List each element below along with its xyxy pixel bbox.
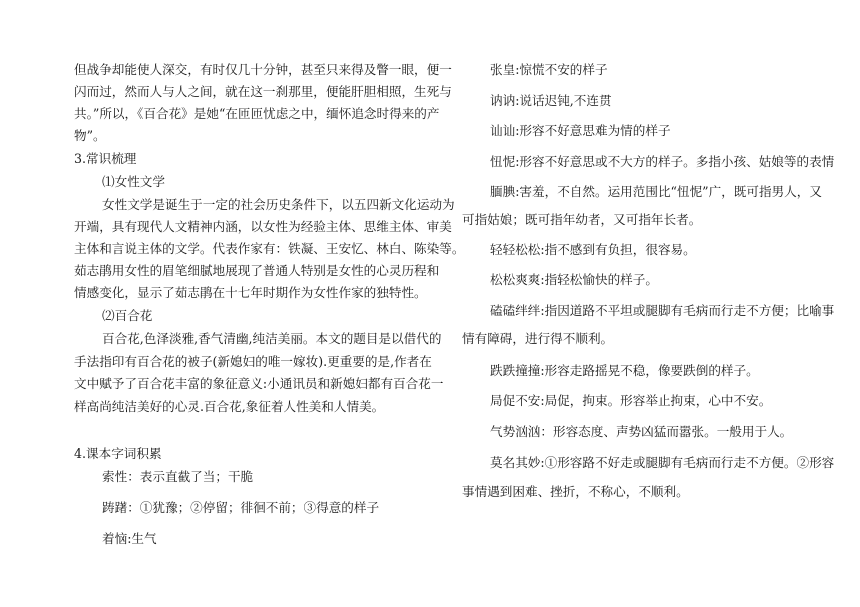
vocab-entry: 忸怩:形容不好意思或不大方的样子。多指小孩、姑娘等的表情 [490, 154, 835, 169]
paragraph-line: 茹志鹃用女性的眉笔细腻地展现了普通人特别是女性的心灵历程和 [74, 263, 440, 278]
vocab-entry: 气势汹汹：形容态度、声势凶猛而嚣张。一般用于人。 [490, 424, 793, 439]
paragraph-line: 女性文学是诞生于一定的社会历史条件下，以五四新文化运动为 [102, 197, 455, 212]
paragraph-line: 主体和言说主体的文学。代表作家有：铁凝、王安忆、林白、陈染等。 [74, 241, 465, 256]
vocab-entry: 莫名其妙:①形容路不好走或腿脚有毛病而行走不方便。②形容 [490, 455, 835, 470]
intro-line: 物”。 [74, 128, 106, 143]
vocab-entry: 着恼:生气 [102, 531, 157, 546]
vocab-entry: 松松爽爽:指轻松愉快的样子。 [490, 272, 658, 287]
vocab-entry: 磕磕绊绊:指因道路不平坦或腿脚有毛病而行走不方便；比喻事 [490, 303, 835, 318]
paragraph-line: 手法指印有百合花的被子(新媳妇的唯一嫁妆).更重要的是,作者在 [74, 354, 432, 369]
paragraph-line: 开端，具有现代人文精神内涵，以女性为经验主体、思维主体、审美 [74, 219, 452, 234]
vocab-entry: 跌跌撞撞:形容走路摇晃不稳，像要跌倒的样子。 [490, 363, 759, 378]
vocab-continuation: 可指姑娘；既可指年幼者，又可指年长者。 [462, 212, 702, 227]
section-3-heading: 3.常识梳理 [74, 151, 137, 166]
subsection-2-heading: ⑵百合花 [102, 308, 153, 323]
vocab-entry: 索性：表示直截了当；干脆 [102, 469, 254, 484]
vocab-entry: 轻轻松松:指不感到有负担，很容易。 [490, 242, 696, 257]
intro-line: 但战争却能使人深交，有时仅几十分钟，甚至只来得及瞥一眼，便一 [74, 62, 452, 77]
vocab-entry: 讪讪:形容不好意思难为情的样子 [490, 123, 671, 138]
vocab-continuation: 事情遇到困难、挫折，不称心，不顺利。 [462, 484, 689, 499]
intro-line: 共。”所以，《百合花》是她“在匝匝忧虑之中，缅怀追念时得来的产 [74, 106, 440, 121]
vocab-entry: 张皇:惊慌不安的样子 [490, 62, 608, 77]
vocab-entry: 局促不安:局促，拘束。形容举止拘束，心中不安。 [490, 393, 772, 408]
vocab-entry: 讷讷:说话迟钝,不连贯 [490, 93, 612, 108]
subsection-1-heading: ⑴女性文学 [102, 174, 165, 189]
section-4-heading: 4.课本字词积累 [74, 446, 162, 461]
vocab-entry: 腼腆:害羞，不自然。运用范围比“忸怩”广，既可指男人，又 [490, 184, 822, 199]
paragraph-line: 文中赋予了百合花丰富的象征意义:小通讯员和新媳妇都有百合花一 [74, 376, 444, 391]
vocab-continuation: 情有障碍，进行得不顺利。 [462, 331, 614, 346]
paragraph-line: 情感变化，显示了茹志鹃在十七年时期作为女性作家的独特性。 [74, 285, 427, 300]
vocab-entry: 踌躇：①犹豫；②停留；徘徊不前；③得意的样子 [102, 500, 380, 515]
paragraph-line: 样高尚纯洁美好的心灵.百合花,象征着人性美和人情美。 [74, 399, 385, 414]
intro-line: 闪而过，然而人与人之间，就在这一刹那里，便能肝胆相照，生死与 [74, 84, 452, 99]
paragraph-line: 百合花,色泽淡雅,香气清幽,纯洁美丽。本文的题目是以借代的 [102, 331, 442, 346]
